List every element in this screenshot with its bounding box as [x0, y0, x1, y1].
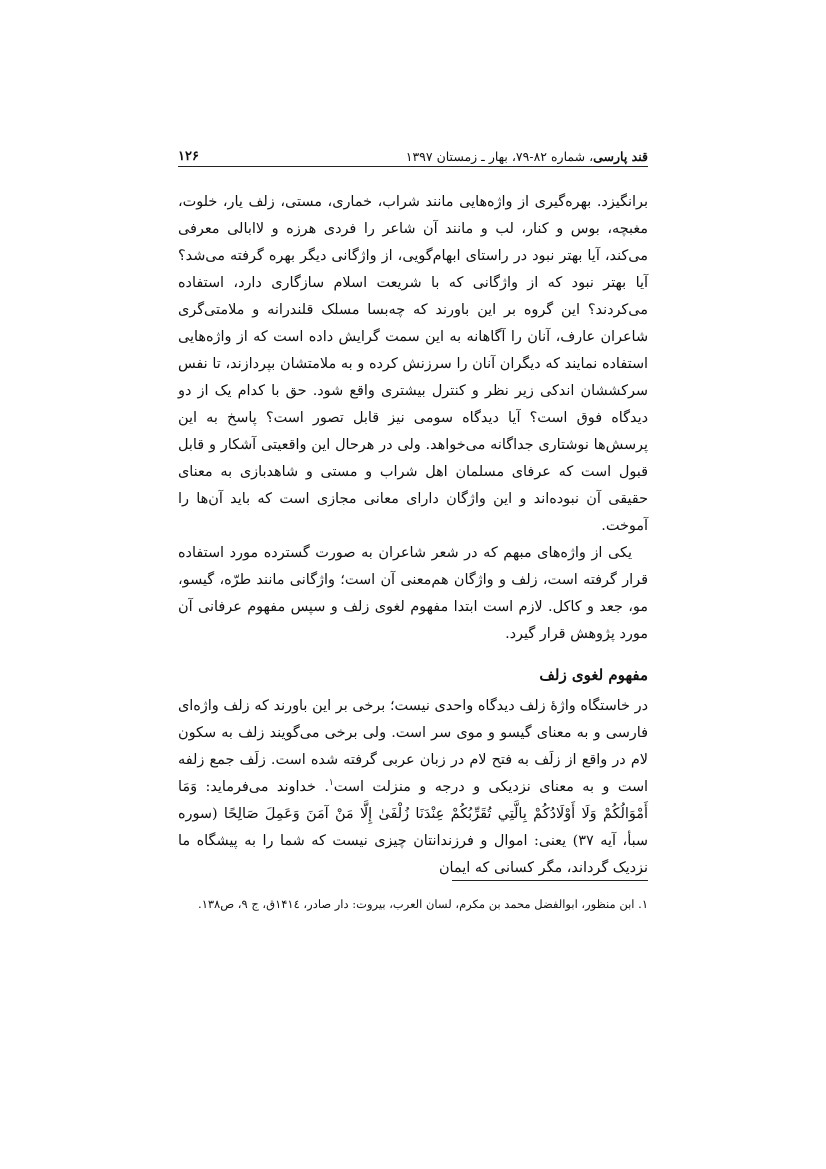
running-header [178, 140, 648, 164]
footnote-reference[interactable]: ۱ [328, 778, 334, 789]
journal-issue-info: ، شماره ۸۲-۷۹، بهار ـ زمستان ۱۳۹۷ [405, 149, 594, 164]
footnote: ۱. ابن منظور، ابوالفضل محمد بن مکرم، لسان العرب، بیروت: دار صادر، ۱۴۱٤ق، ج ۹، ص۱۳۸. [198, 897, 648, 911]
header-divider [178, 166, 648, 167]
footnote-divider [452, 880, 648, 881]
section-paragraph [178, 693, 648, 882]
body-paragraph-2: یکی از واژه‌های مبهم که در شعر شاعران به صورت گسترده مورد استفاده قرار گرفته است، زلف و واژگان هم‌معنی آن است؛ واژگانی مانند طرّه، گیسو، مو، جعد و کاکل. لازم است ابتدا مفهوم لغوی زلف و سپس مفهوم عرفانی آن مورد پژوهش قرار گیرد. [178, 545, 648, 642]
section-heading: مفهوم لغوی زلف [539, 666, 648, 684]
page-number: ۱۲۶ [178, 149, 199, 164]
journal-citation [406, 149, 648, 164]
journal-title: قند پارسی [593, 149, 648, 164]
section-text-part-2: . خداوند می‌فرماید: وَمَا أَمْوَالُكُمْ وَلَا أَوْلَادُكُمْ بِالَّتِي تُقَرِّبُكُمْ عِنْدَنَا زُلْفَىٰ إِلَّا مَنْ آمَنَ وَعَمِلَ صَالِحًا (سوره سبأ، آیه ۳۷) یعنی: اموال و فرزندانتان چیزی نیست که شما را به پیشگاه ما نزدیک گرداند، مگر کسانی که ایمان [178, 779, 648, 876]
section-text-part-1: در خاستگاه واژهٔ زلف دیدگاه واحدی نیست؛ برخی بر این باورند که زلف واژه‌ای فارسی و به معنای گیسو و موی سر است. ولی برخی می‌گویند زلف به سکون لام در واقع از زلَف به فتح لام در زبان عربی گرفته شده است. زلَف جمع زلفه است و به معنای نزدیکی و درجه و منزلت است [178, 698, 649, 795]
body-paragraph-1: برانگیزد. بهره‌گیری از واژه‌هایی مانند شراب، خماری، مستی، زلف یار، خلوت، مغبچه، بوس و کنار، لب و مانند آن شاعر را فردی هرزه و لاابالی معرفی می‌کند، آیا بهتر نبود در راستای ابهام‌گویی، از واژگانی دیگر بهره گرفته می‌شد؟ آیا بهتر نبود که از واژگانی که با شریعت اسلام سازگاری دارد، استفاده می‌کردند؟ این گروه بر این باورند که چه‌بسا مسلک قلندرانه و ملامتی‌گری شاعران عارف، آنان را آگاهانه به این سمت گرایش داده است که از واژه‌هایی استفاده نمایند که دیگران آنان را سرزنش کرده و به ملامتشان بپردازند، تا نفس سرکششان اندکی زیر نظر و کنترل بیشتری واقع شود. حق با کدام یک از دو دیدگاه فوق است؟ آیا دیدگاه سومی نیز قابل تصور است؟ پاسخ به این پرسش‌ها نوشتاری جداگانه می‌خواهد. ولی در هرحال این واقعیتی آشکار و قابل قبول است که عرفای مسلمان اهل شراب و مستی و شاهدبازی به معنای حقیقی آن نبوده‌اند و این واژگان دارای معانی مجازی است که باید آن‌ها را آموخت. [178, 194, 648, 534]
main-text [178, 189, 648, 882]
